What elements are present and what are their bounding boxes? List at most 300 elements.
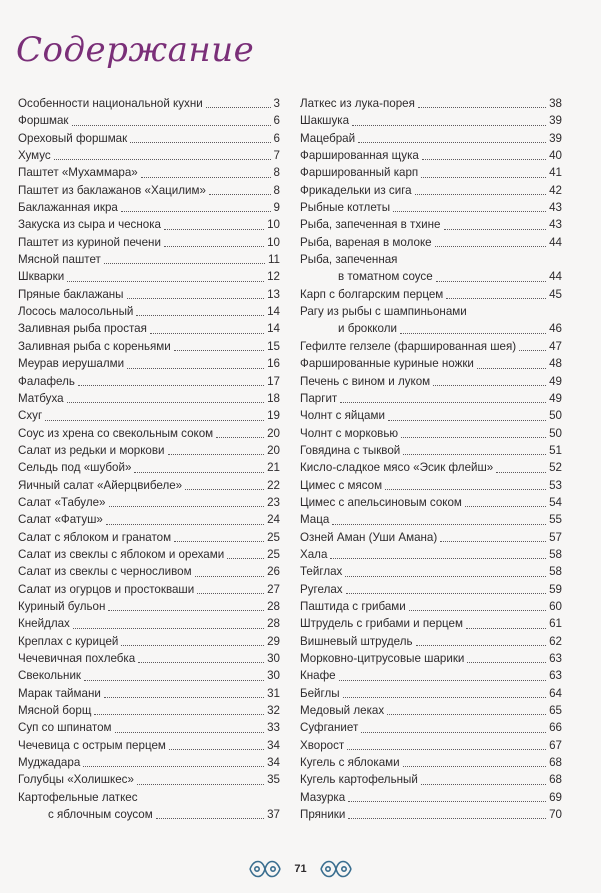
- toc-entry-title: Ругелах: [300, 582, 343, 596]
- toc-entry-page: 50: [549, 426, 562, 440]
- toc-entry-title: Вишневый штрудель: [300, 634, 413, 648]
- dot-leader: [436, 281, 546, 282]
- toc-entry: [18, 355, 280, 372]
- toc-entry-page: 49: [549, 391, 562, 405]
- toc-entry: [18, 320, 280, 337]
- toc-entry: [18, 667, 280, 684]
- toc-entry-title: Соус из хрена со свекольным соком: [18, 426, 214, 440]
- toc-entry-title: Салат из свеклы с яблоком и орехами: [18, 547, 225, 561]
- dot-leader: [78, 385, 264, 386]
- dot-leader: [54, 159, 271, 160]
- toc-entry: [18, 529, 280, 546]
- dot-leader: [358, 142, 546, 143]
- toc-entry-page: 9: [273, 201, 280, 215]
- dot-leader: [477, 368, 546, 369]
- toc-entry-page: 69: [549, 790, 562, 804]
- toc-entry-page: 11: [267, 253, 280, 267]
- dot-leader: [446, 298, 546, 299]
- toc-entry-page: 45: [549, 287, 562, 301]
- dot-leader: [73, 628, 264, 629]
- toc-entry-page: 61: [549, 617, 562, 631]
- dot-leader: [206, 107, 271, 108]
- toc-entry-title: Суфганиет: [300, 721, 359, 735]
- toc-entry-title: Мясной борщ: [18, 704, 92, 718]
- toc-entry-title: Салат из свеклы с черносливом: [18, 565, 192, 579]
- toc-entry-title: Рыба, вареная в молоке: [300, 235, 432, 249]
- toc-entry: [18, 112, 280, 129]
- toc-entry-title: Шакшука: [300, 114, 350, 128]
- toc-entry: [18, 650, 280, 667]
- dot-leader: [348, 818, 546, 819]
- toc-entry: [18, 771, 280, 788]
- toc-entry-title: Фрикадельки из сига: [300, 183, 412, 197]
- dot-leader: [352, 125, 546, 126]
- toc-entry: [300, 216, 562, 233]
- toc-entry: [18, 303, 280, 320]
- dot-leader: [141, 177, 271, 178]
- toc-entry-page: 58: [549, 547, 562, 561]
- toc-entry: [18, 633, 280, 650]
- toc-entry-title: Мясной паштет: [18, 253, 101, 267]
- toc-entry-title: Цимес с мясом: [300, 478, 383, 492]
- dot-leader: [466, 628, 546, 629]
- dot-leader: [421, 784, 546, 785]
- toc-entry: [18, 234, 280, 251]
- toc-entry-title: Баклажанная икра: [18, 201, 118, 215]
- dot-leader: [121, 211, 271, 212]
- toc-entry-title: Латкес из лука-порея: [300, 97, 415, 110]
- dot-leader: [346, 593, 547, 594]
- toc-entry-page: 54: [549, 495, 562, 509]
- toc-entry: [18, 442, 280, 459]
- toc-entry-page: 18: [267, 391, 280, 405]
- toc-entry-page: 37: [267, 808, 280, 822]
- toc-entry: [18, 789, 280, 824]
- toc-entry: [300, 546, 562, 563]
- dot-leader: [45, 420, 264, 421]
- dot-leader: [104, 697, 264, 698]
- toc-entry: [300, 754, 562, 771]
- toc-entry-title: Заливная рыба простая: [18, 322, 147, 336]
- toc-entry-title: Яичный салат «Айерцвибеле»: [18, 478, 183, 492]
- dot-leader: [348, 801, 546, 802]
- toc-entry: [18, 407, 280, 424]
- dot-leader: [345, 576, 546, 577]
- dot-leader: [138, 662, 264, 663]
- toc-entry-page: 21: [267, 461, 280, 475]
- toc-entry-title: Фаршированные куриные ножки: [300, 357, 474, 371]
- dot-leader: [134, 472, 264, 473]
- toc-entry-page: 46: [549, 322, 562, 336]
- toc-entry-page: 60: [549, 599, 562, 613]
- dot-leader: [433, 385, 546, 386]
- dot-leader: [400, 333, 546, 334]
- dot-leader: [67, 281, 264, 282]
- toc-entry: [18, 581, 280, 598]
- dot-leader: [403, 454, 546, 455]
- toc-column-left: [18, 95, 280, 823]
- toc-entry: [300, 598, 562, 615]
- toc-entry: [300, 789, 562, 806]
- dot-leader: [168, 454, 265, 455]
- toc-entry-page: 51: [549, 443, 562, 457]
- dot-leader: [343, 697, 546, 698]
- toc-entry: [18, 147, 280, 164]
- toc-entry-title: Мазурка: [300, 790, 346, 804]
- toc-entry-title: Фаршированная щука: [300, 149, 419, 163]
- toc-entry: [300, 130, 562, 147]
- dot-leader: [169, 749, 264, 750]
- dot-leader: [185, 489, 264, 490]
- toc-entry-title: Схуг: [18, 409, 43, 423]
- dot-leader: [94, 714, 264, 715]
- toc-entry: [300, 303, 562, 338]
- toc-entry: [18, 182, 280, 199]
- toc-entry-page: 66: [549, 721, 562, 735]
- toc-entry: [300, 633, 562, 650]
- toc-entry-page: 28: [267, 599, 280, 613]
- toc-entry-title: Салат из огурцов и простокваши: [18, 582, 195, 596]
- toc-entry: [300, 373, 562, 390]
- toc-entry-page: 50: [549, 409, 562, 423]
- dot-leader: [106, 524, 264, 525]
- toc-entry-page: 41: [549, 166, 562, 180]
- toc-entry-title: Морковно-цитрусовые шарики: [300, 652, 465, 665]
- toc-entry-page: 32: [267, 704, 280, 718]
- toc-entry-page: 24: [267, 513, 280, 527]
- toc-entry-title: Сельдь под «шубой»: [18, 461, 132, 475]
- toc-entry: [18, 702, 280, 719]
- toc-entry: [300, 771, 562, 788]
- dot-leader: [416, 645, 547, 646]
- toc-entry: [300, 650, 562, 667]
- toc-entry-page: 13: [267, 287, 280, 301]
- toc-entry: [18, 286, 280, 303]
- toc-entry: [300, 563, 562, 580]
- toc-entry: [18, 494, 280, 511]
- toc-entry-title: Рагу из рыбы с шампиньонами: [300, 305, 467, 319]
- toc-entry-page: 63: [549, 669, 562, 683]
- toc-entry: [18, 598, 280, 615]
- toc-entry-page: 6: [273, 114, 280, 128]
- toc-entry-title: Мацебрай: [300, 131, 356, 145]
- dot-leader: [156, 818, 264, 819]
- toc-entry: [18, 737, 280, 754]
- toc-entry-title: Хала: [300, 547, 328, 561]
- toc-entry-title: Чечевица с острым перцем: [18, 738, 166, 752]
- toc-entry: [18, 477, 280, 494]
- dot-leader: [385, 489, 546, 490]
- page-footer: [0, 856, 601, 882]
- toc-entry: [18, 511, 280, 528]
- toc-entry-page: 14: [267, 322, 280, 336]
- dot-leader: [150, 333, 264, 334]
- toc-entry-page: 42: [549, 183, 562, 197]
- toc-entry-title: Кугель картофельный: [300, 773, 418, 787]
- toc-entry-title: Салат с яблоком и гранатом: [18, 530, 172, 544]
- toc-entry: [18, 685, 280, 702]
- toc-entry-page: 39: [549, 114, 562, 128]
- toc-entry: [300, 407, 562, 424]
- toc-entry-page: 49: [549, 374, 562, 388]
- toc-entry: [18, 546, 280, 563]
- toc-entry-page: 27: [267, 582, 280, 596]
- dot-leader: [104, 263, 265, 264]
- toc-entry-title: Печень с вином и луком: [300, 374, 431, 388]
- toc-entry-page: 68: [549, 773, 562, 787]
- toc-entry-title: Паштида с грибами: [300, 599, 406, 613]
- toc-entry: [300, 459, 562, 476]
- dot-leader: [83, 766, 264, 767]
- toc-entry-page: 44: [549, 270, 562, 284]
- toc-entry-title: Особенности национальной кухни: [18, 97, 203, 110]
- toc-entry: [300, 511, 562, 528]
- toc-entry-page: 20: [267, 426, 280, 440]
- dot-leader: [174, 350, 264, 351]
- toc-entry-page: 70: [549, 808, 562, 822]
- toc-entry-page: 62: [549, 634, 562, 648]
- toc-entry-page: 19: [267, 409, 280, 423]
- toc-entry-title: Салат из редьки и моркови: [18, 443, 165, 457]
- toc-entry-title: Рыба, запеченная в тхине: [300, 218, 441, 232]
- toc-entry-title: Голубцы «Холишкес»: [18, 773, 134, 787]
- toc-entry-page: 44: [549, 235, 562, 249]
- toc-entry: [18, 164, 280, 181]
- dot-leader: [84, 680, 264, 681]
- toc-entry-page: 30: [267, 652, 280, 665]
- toc-entry-page: 48: [549, 357, 562, 371]
- toc-entry: [18, 130, 280, 147]
- toc-entry-page: 52: [549, 461, 562, 475]
- toc-entry-page: 6: [273, 131, 280, 145]
- toc-entry-page: 59: [549, 582, 562, 596]
- toc-entry: [300, 95, 562, 112]
- toc-entry-page: 39: [549, 131, 562, 145]
- toc-entry-title: Паштет из куриной печени: [18, 235, 161, 249]
- dot-leader: [127, 298, 265, 299]
- toc-entry-title: Рыбные котлеты: [300, 201, 391, 215]
- toc-entry-page: 63: [549, 652, 562, 665]
- toc-entry-title: Креплах с курицей: [18, 634, 119, 648]
- toc-entry: [18, 459, 280, 476]
- toc-entry-title: Кугель с яблоками: [300, 756, 400, 770]
- toc-entry-page: 12: [267, 270, 280, 284]
- dot-leader: [444, 229, 547, 230]
- toc-entry: [18, 563, 280, 580]
- toc-entry: [300, 477, 562, 494]
- toc-entry-title: Куриный бульон: [18, 599, 106, 613]
- dot-leader: [72, 125, 271, 126]
- dot-leader: [209, 194, 271, 195]
- toc-entry-title: Салат «Фатуш»: [18, 513, 103, 527]
- toc-entry-page: 65: [549, 704, 562, 718]
- toc-entry: [300, 147, 562, 164]
- toc-entry: [300, 234, 562, 251]
- dot-leader: [403, 766, 547, 767]
- toc-entry-page: 29: [267, 634, 280, 648]
- toc-entry: [300, 286, 562, 303]
- toc-entry-title: Суп со шпинатом: [18, 721, 112, 735]
- toc-entry: [300, 581, 562, 598]
- dot-leader: [108, 610, 264, 611]
- dot-leader: [216, 437, 264, 438]
- dot-leader: [393, 211, 546, 212]
- toc-entry-page: 38: [549, 97, 562, 110]
- dot-leader: [347, 749, 546, 750]
- toc-entry-page: 40: [549, 149, 562, 163]
- toc-entry-page: 58: [549, 565, 562, 579]
- toc-entry: [300, 338, 562, 355]
- toc-entry-title: Меурав иерушалми: [18, 357, 125, 371]
- toc-entry-page: 47: [549, 339, 562, 353]
- dot-leader: [195, 576, 265, 577]
- dot-leader: [388, 420, 546, 421]
- toc-entry-title: Кнафе: [300, 669, 336, 683]
- dot-leader: [164, 246, 264, 247]
- toc-entry-title: Озней Аман (Уши Амана): [300, 530, 438, 544]
- toc-entry: [18, 719, 280, 736]
- toc-entry-title: Салат «Табуле»: [18, 495, 106, 509]
- toc-entry-page: 15: [267, 339, 280, 353]
- dot-leader: [465, 506, 546, 507]
- toc-entry-page: 31: [267, 686, 280, 700]
- toc-entry-page: 33: [267, 721, 280, 735]
- ornament-left-icon: [248, 856, 282, 882]
- toc-entry-title: Паштет из баклажанов «Хацилим»: [18, 183, 206, 197]
- toc-entry-title: Фалафель: [18, 374, 75, 388]
- toc-entry: [18, 615, 280, 632]
- toc-entry: [18, 425, 280, 442]
- dot-leader: [387, 714, 546, 715]
- toc-entry-title: Пряники: [300, 808, 346, 822]
- dot-leader: [440, 541, 546, 542]
- toc-entry-page: 10: [267, 218, 280, 232]
- toc-entry: [300, 199, 562, 216]
- toc-entry: [18, 216, 280, 233]
- toc-entry-title: Паргит: [300, 391, 338, 405]
- toc-entry-page: 23: [267, 495, 280, 509]
- dot-leader: [422, 159, 546, 160]
- toc-entry: [18, 199, 280, 216]
- toc-entry: [18, 390, 280, 407]
- toc-entry-page: 10: [267, 235, 280, 249]
- dot-leader: [137, 784, 264, 785]
- toc-entry: [18, 338, 280, 355]
- toc-entry-page: 43: [549, 218, 562, 232]
- toc-entry: [300, 667, 562, 684]
- toc-entry-page: 20: [267, 443, 280, 457]
- page-title: Содержание: [16, 30, 255, 70]
- toc-entry-title: Тейглах: [300, 565, 343, 579]
- dot-leader: [421, 177, 546, 178]
- toc-entry-page: 7: [273, 149, 280, 163]
- toc-entry-title: Гефилте гелзеле (фаршированная шея): [300, 339, 517, 353]
- toc-entry-title: Свекольник: [18, 669, 82, 683]
- toc-entry-title: Форшмак: [18, 114, 69, 128]
- toc-entry-title: Лосось малосольный: [18, 305, 134, 319]
- toc-entry-page: 34: [267, 756, 280, 770]
- toc-entry-title: Фаршированный карп: [300, 166, 419, 180]
- toc-entry-page: 64: [549, 686, 562, 700]
- dot-leader: [109, 506, 265, 507]
- dot-leader: [115, 732, 265, 733]
- toc-entry: [300, 390, 562, 407]
- toc-entry: [300, 702, 562, 719]
- dot-leader: [127, 368, 264, 369]
- toc-entry-page: 57: [549, 530, 562, 544]
- dot-leader: [174, 541, 264, 542]
- dot-leader: [330, 558, 546, 559]
- toc-entry-title-continued: в томатном соусе: [338, 270, 433, 284]
- toc-entry-page: 35: [267, 773, 280, 787]
- toc-entry-page: 67: [549, 738, 562, 752]
- toc-entry: [300, 529, 562, 546]
- toc-entry-page: 14: [267, 305, 280, 319]
- toc-entry-page: 68: [549, 756, 562, 770]
- toc-entry-title: Маца: [300, 513, 330, 527]
- dot-leader: [136, 315, 264, 316]
- dot-leader: [130, 142, 270, 143]
- toc-entry-page: 3: [273, 97, 280, 110]
- toc-entry: [18, 754, 280, 771]
- dot-leader: [361, 732, 546, 733]
- dot-leader: [332, 524, 546, 525]
- toc-entry-title: Чолнт с яйцами: [300, 409, 385, 423]
- toc-entry-page: 30: [267, 669, 280, 683]
- toc-entry-title: Говядина с тыквой: [300, 443, 401, 457]
- toc-entry-title: Рыба, запеченная: [300, 253, 398, 267]
- dot-leader: [401, 437, 546, 438]
- toc-entry-title: Ореховый форшмак: [18, 131, 128, 145]
- toc-entry-page: 25: [267, 547, 280, 561]
- dot-leader: [415, 194, 546, 195]
- toc-entry: [300, 112, 562, 129]
- toc-column-right: [300, 95, 562, 823]
- toc-entry-title: Чолнт с морковью: [300, 426, 399, 440]
- toc-entry: [300, 425, 562, 442]
- toc-entry-page: 43: [549, 201, 562, 215]
- toc-entry-page: 28: [267, 617, 280, 631]
- toc-entry: [300, 737, 562, 754]
- toc-entry-page: 26: [267, 565, 280, 579]
- ornament-right-icon: [319, 856, 353, 882]
- toc-entry-title: Кнейдлах: [18, 617, 70, 631]
- toc-entry: [18, 268, 280, 285]
- toc-entry: [300, 615, 562, 632]
- toc-entry-title: Паштет «Мухаммара»: [18, 166, 138, 180]
- toc-entry-title: Карп с болгарским перцем: [300, 287, 444, 301]
- toc-entry-title: Шкварки: [18, 270, 65, 284]
- toc-entry-title: Матбуха: [18, 391, 64, 405]
- toc-entry: [300, 251, 562, 286]
- toc-entry-title: Муджадара: [18, 756, 81, 770]
- toc-entry-title: Цимес с апельсиновым соком: [300, 495, 462, 509]
- toc-entry-page: 34: [267, 738, 280, 752]
- toc-entry-page: 55: [549, 513, 562, 527]
- dot-leader: [164, 229, 264, 230]
- toc-entry: [300, 355, 562, 372]
- toc-entry-page: 16: [267, 357, 280, 371]
- toc-entry: [18, 373, 280, 390]
- toc-entry-title: Пряные баклажаны: [18, 287, 124, 301]
- toc-entry-title: Хворост: [300, 738, 345, 752]
- toc-entry-page: 8: [273, 183, 280, 197]
- toc-entry-title: Бейглы: [300, 686, 340, 700]
- dot-leader: [435, 246, 547, 247]
- page-number: 71: [294, 863, 307, 875]
- toc-entry-title: Марак таймани: [18, 686, 101, 700]
- dot-leader: [496, 472, 546, 473]
